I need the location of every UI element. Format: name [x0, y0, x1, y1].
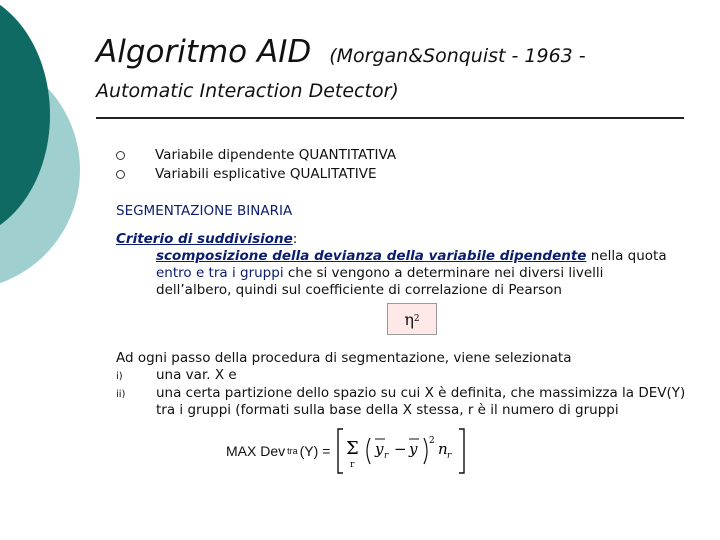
right-paren: [424, 438, 427, 464]
title-subtitle-part2: Automatic Interaction Detector): [96, 80, 399, 102]
y-r-sub: r: [384, 451, 389, 461]
circle-bullet-icon: [116, 170, 125, 179]
list-text: una var. X e: [156, 366, 237, 383]
formula-lhs-suffix: (Y) =: [299, 443, 331, 459]
list-item: [116, 385, 686, 418]
minus-sign: −: [394, 440, 407, 458]
criterion-heading: Criterio di suddivisione: [116, 231, 293, 247]
max-dev-formula: [226, 426, 466, 476]
square-exponent: 2: [429, 436, 436, 446]
criterion-block: [116, 231, 676, 299]
title-divider: [96, 117, 684, 119]
criterion-after-highlight: nella quota: [586, 248, 667, 264]
y-bar: y: [409, 440, 418, 458]
bullet-text: Variabile dipendente QUANTITATIVA: [155, 147, 397, 163]
formula-lhs-sub: tra: [287, 446, 298, 456]
n-r-sub: r: [447, 451, 452, 461]
criterion-rest: che si vengono a determinare nei diversi livelli dell’albero, quindi sul coefficiente di correlazione di Pearson: [156, 265, 604, 298]
y-r: y: [375, 440, 384, 458]
criterion-body: [116, 248, 676, 299]
slide-title: [96, 34, 586, 70]
criterion-blue-part: entro e tra i gruppi: [156, 265, 284, 281]
procedure-intro: Ad ogni passo della procedura di segmentazione, viene selezionata: [116, 350, 572, 366]
n-r: n: [438, 440, 449, 458]
sum-symbol: Σ: [346, 438, 360, 459]
eta-symbol: η: [404, 309, 414, 329]
bullet-list: [116, 146, 396, 184]
list-item: [116, 367, 686, 386]
bullet-item: [116, 146, 396, 165]
eta-squared-box: [387, 303, 437, 335]
right-bracket: [459, 429, 464, 473]
procedure-paragraph: [116, 350, 686, 418]
circle-bullet-icon: [116, 151, 125, 160]
sum-index: r: [350, 460, 355, 470]
left-bracket: [338, 429, 343, 473]
formula-lhs-prefix: MAX Dev: [226, 443, 286, 459]
list-number: i): [116, 370, 123, 382]
list-text: una certa partizione dello spazio su cui X è definita, che massimizza la DEV(Y) tra i gruppi (formati sulla base della X stessa, r è il numero di gruppi: [156, 385, 686, 418]
criterion-colon: :: [292, 231, 298, 247]
left-paren: [367, 438, 370, 464]
title-main: Algoritmo AID: [96, 34, 312, 70]
eta-power: 2: [413, 314, 420, 324]
bullet-item: [116, 165, 396, 184]
bullet-text: Variabili esplicative QUALITATIVE: [155, 166, 377, 182]
list-number: ii): [116, 389, 126, 400]
formula-expression: [336, 426, 466, 476]
segmentation-label: SEGMENTAZIONE BINARIA: [116, 203, 293, 219]
title-subtitle-part1: (Morgan&Sonquist - 1963 -: [329, 45, 586, 67]
criterion-highlight: scomposizione della devianza della variabile dipendente: [156, 248, 587, 264]
